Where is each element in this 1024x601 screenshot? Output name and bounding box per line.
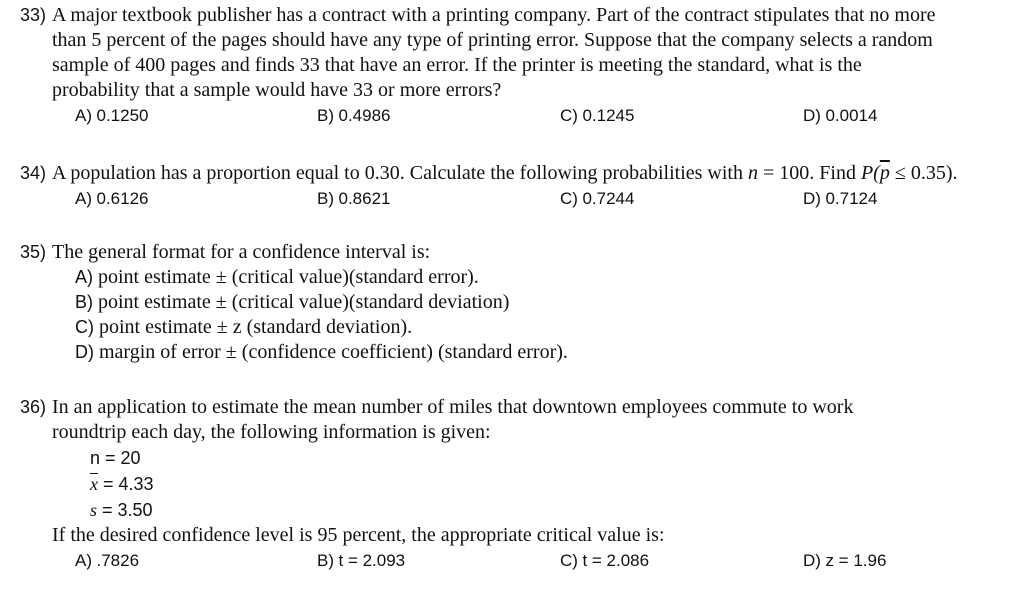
- choice-a[interactable]: A) 0.6126: [75, 189, 149, 208]
- choice-d[interactable]: D) z = 1.96: [803, 551, 887, 570]
- question-33-text: [0, 3, 1024, 103]
- question-number: 36): [20, 397, 47, 417]
- choice-d[interactable]: D) 0.7124: [803, 189, 878, 208]
- choice-b[interactable]: B) point estimate ± (critical value)(standard deviation): [75, 291, 510, 313]
- choice-b[interactable]: B) 0.4986: [317, 106, 391, 125]
- answer-choices: [0, 186, 1024, 211]
- question-36: [0, 395, 1024, 573]
- choice-c[interactable]: C) t = 2.086: [560, 551, 650, 570]
- question-35: [0, 240, 1024, 365]
- question-line: sample of 400 pages and finds 33 that have an error. If the printer is meeting the standard, what is the: [52, 54, 862, 76]
- question-36-text: [0, 395, 1024, 445]
- given-s: s = 3.50: [90, 500, 153, 520]
- question-line: probability that a sample would have 33 or more errors?: [52, 79, 502, 101]
- question-33: [0, 3, 1024, 128]
- given-x-bar: $\overline{x} = 4.33$: [90, 474, 154, 494]
- question-34: [0, 161, 1024, 211]
- question-36-prompt: If the desired confidence level is 95 percent, the appropriate critical value is:: [52, 524, 665, 546]
- choice-a[interactable]: A) 0.1250: [75, 106, 149, 125]
- choice-d[interactable]: D) 0.0014: [803, 106, 878, 125]
- choice-a[interactable]: A) point estimate ± (critical value)(standard error).: [75, 266, 479, 288]
- choice-c[interactable]: C) point estimate ± z (standard deviation).: [75, 316, 413, 338]
- choice-a[interactable]: A) .7826: [75, 551, 140, 570]
- given-n: n = 20: [90, 448, 141, 468]
- question-number: 35): [20, 242, 47, 262]
- question-line: roundtrip each day, the following information is given:: [52, 421, 491, 443]
- question-34-text: 34) A population has a proportion equal to 0.30. Calculate the following probabilities with n = 100. Find $P(\overline{p} \le 0.35)$.: [20, 162, 958, 184]
- answer-choices: [0, 103, 1024, 128]
- answer-choices: [0, 548, 1024, 573]
- choice-d[interactable]: D) margin of error ± (confidence coefficient) (standard error).: [75, 341, 568, 363]
- choice-c[interactable]: C) 0.7244: [560, 189, 635, 208]
- question-number: 34): [20, 163, 47, 183]
- choice-b[interactable]: B) 0.8621: [317, 189, 391, 208]
- question-number: 33): [20, 5, 47, 25]
- choice-c[interactable]: C) 0.1245: [560, 106, 635, 125]
- question-line: In an application to estimate the mean number of miles that downtown employees commute to work: [52, 396, 854, 418]
- question-35-text: 35) The general format for a confidence interval is:: [20, 241, 431, 263]
- choice-b[interactable]: B) t = 2.093: [317, 551, 406, 570]
- question-line: than 5 percent of the pages should have any type of printing error. Suppose that the company selects a random: [52, 29, 933, 51]
- question-line: A major textbook publisher has a contract with a printing company. Part of the contract stipulates that no more: [52, 4, 936, 26]
